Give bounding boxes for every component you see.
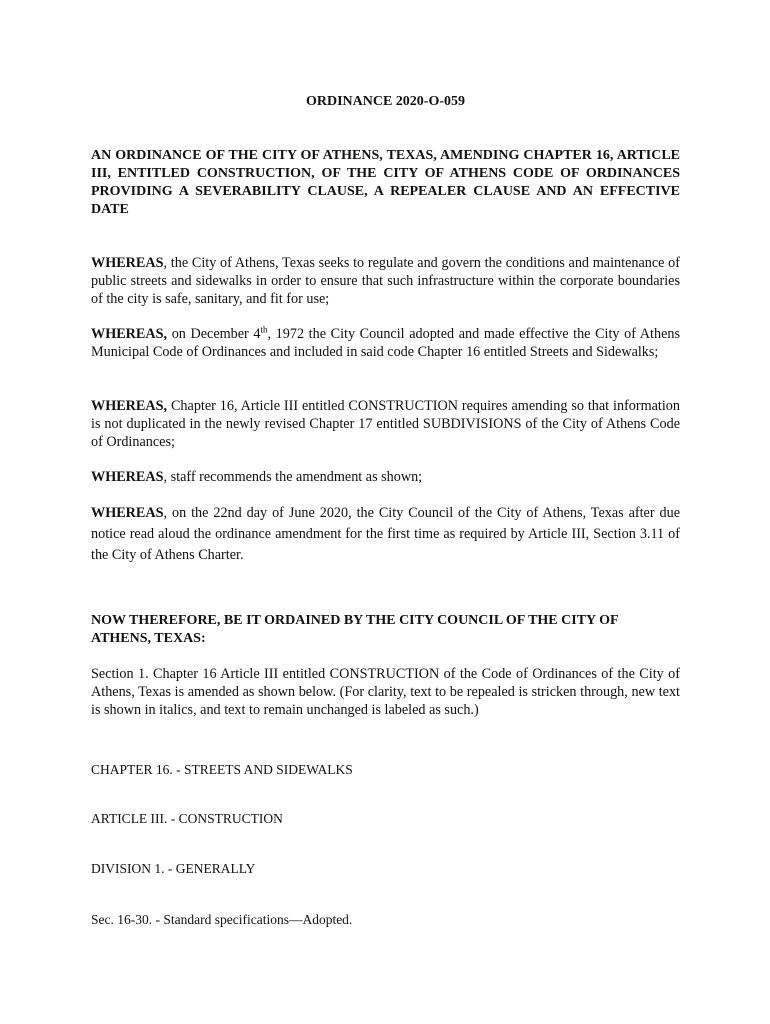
whereas-lead: WHEREAS — [91, 469, 164, 485]
whereas-paragraph-1 — [91, 254, 680, 308]
ordaining-clause: NOW THEREFORE, BE IT ORDAINED BY THE CITY COUNCIL OF THE CITY OF ATHENS, TEXAS: — [91, 613, 619, 646]
section-1-text: Section 1. Chapter 16 Article III entitled CONSTRUCTION of the Code of Ordinances of the City of Athens, Texas is amended as shown below. (For clarity, text to be repealed is stricken through, new text is shown in italics, and text to remain unchanged is labeled as such.) — [91, 666, 680, 718]
whereas-lead: WHEREAS, — [91, 398, 168, 414]
chapter-heading: CHAPTER 16. - STREETS AND SIDEWALKS — [91, 762, 353, 777]
whereas-text-after-sup: , 1972 the City Council adopted and made effective the City of Athens Municipal Code of Ordinances and included in said code Chapter 16 entitled Streets and Sidewalks; — [91, 326, 680, 360]
ordinance-caption: AN ORDINANCE OF THE CITY OF ATHENS, TEXAS, AMENDING CHAPTER 16, ARTICLE III, ENTITLED CONSTRUCTION, OF THE CITY OF ATHENS CODE OF ORDINANCES PROVIDING A SEVERABILITY CLAUSE, A REPEALER CLAUSE AND AN EFFECTIVE DATE — [91, 148, 680, 217]
article-heading: ARTICLE III. - CONSTRUCTION — [91, 811, 283, 826]
ordinal-superscript: th — [260, 324, 268, 335]
section-heading: Sec. 16-30. - Standard specifications—Adopted. — [91, 912, 353, 927]
whereas-lead: WHEREAS — [91, 255, 164, 271]
whereas-text: , staff recommends the amendment as shown; — [163, 469, 423, 485]
ordinance-title: ORDINANCE 2020-O-059 — [305, 94, 466, 109]
whereas-paragraph-5 — [91, 503, 680, 566]
whereas-paragraph-4 — [91, 468, 680, 486]
whereas-text: , on the 22nd day of June 2020, the City Council of the City of Athens, Texas after due notice read aloud the ordinance amendment for the first time as required by Article III, Section 3.11 of the City of Athens Charter. — [91, 505, 680, 563]
whereas-text: , the City of Athens, Texas seeks to regulate and govern the conditions and maintenance of public streets and sidewalks in order to ensure that such infrastructure within the corporate boundaries of the city is safe, sanitary, and fit for use; — [91, 255, 680, 307]
whereas-paragraph-3 — [91, 397, 680, 451]
whereas-text: Chapter 16, Article III entitled CONSTRUCTION requires amending so that information is not duplicated in the newly revised Chapter 17 entitled SUBDIVISIONS of the City of Athens Code of Ordinances; — [91, 398, 680, 450]
division-heading: DIVISION 1. - GENERALLY — [91, 861, 256, 876]
whereas-lead: WHEREAS, — [91, 326, 168, 342]
whereas-text-before-sup: on December 4 — [167, 326, 261, 342]
document-page — [91, 0, 680, 1024]
whereas-lead: WHEREAS — [91, 505, 164, 521]
whereas-paragraph-2 — [91, 325, 680, 361]
